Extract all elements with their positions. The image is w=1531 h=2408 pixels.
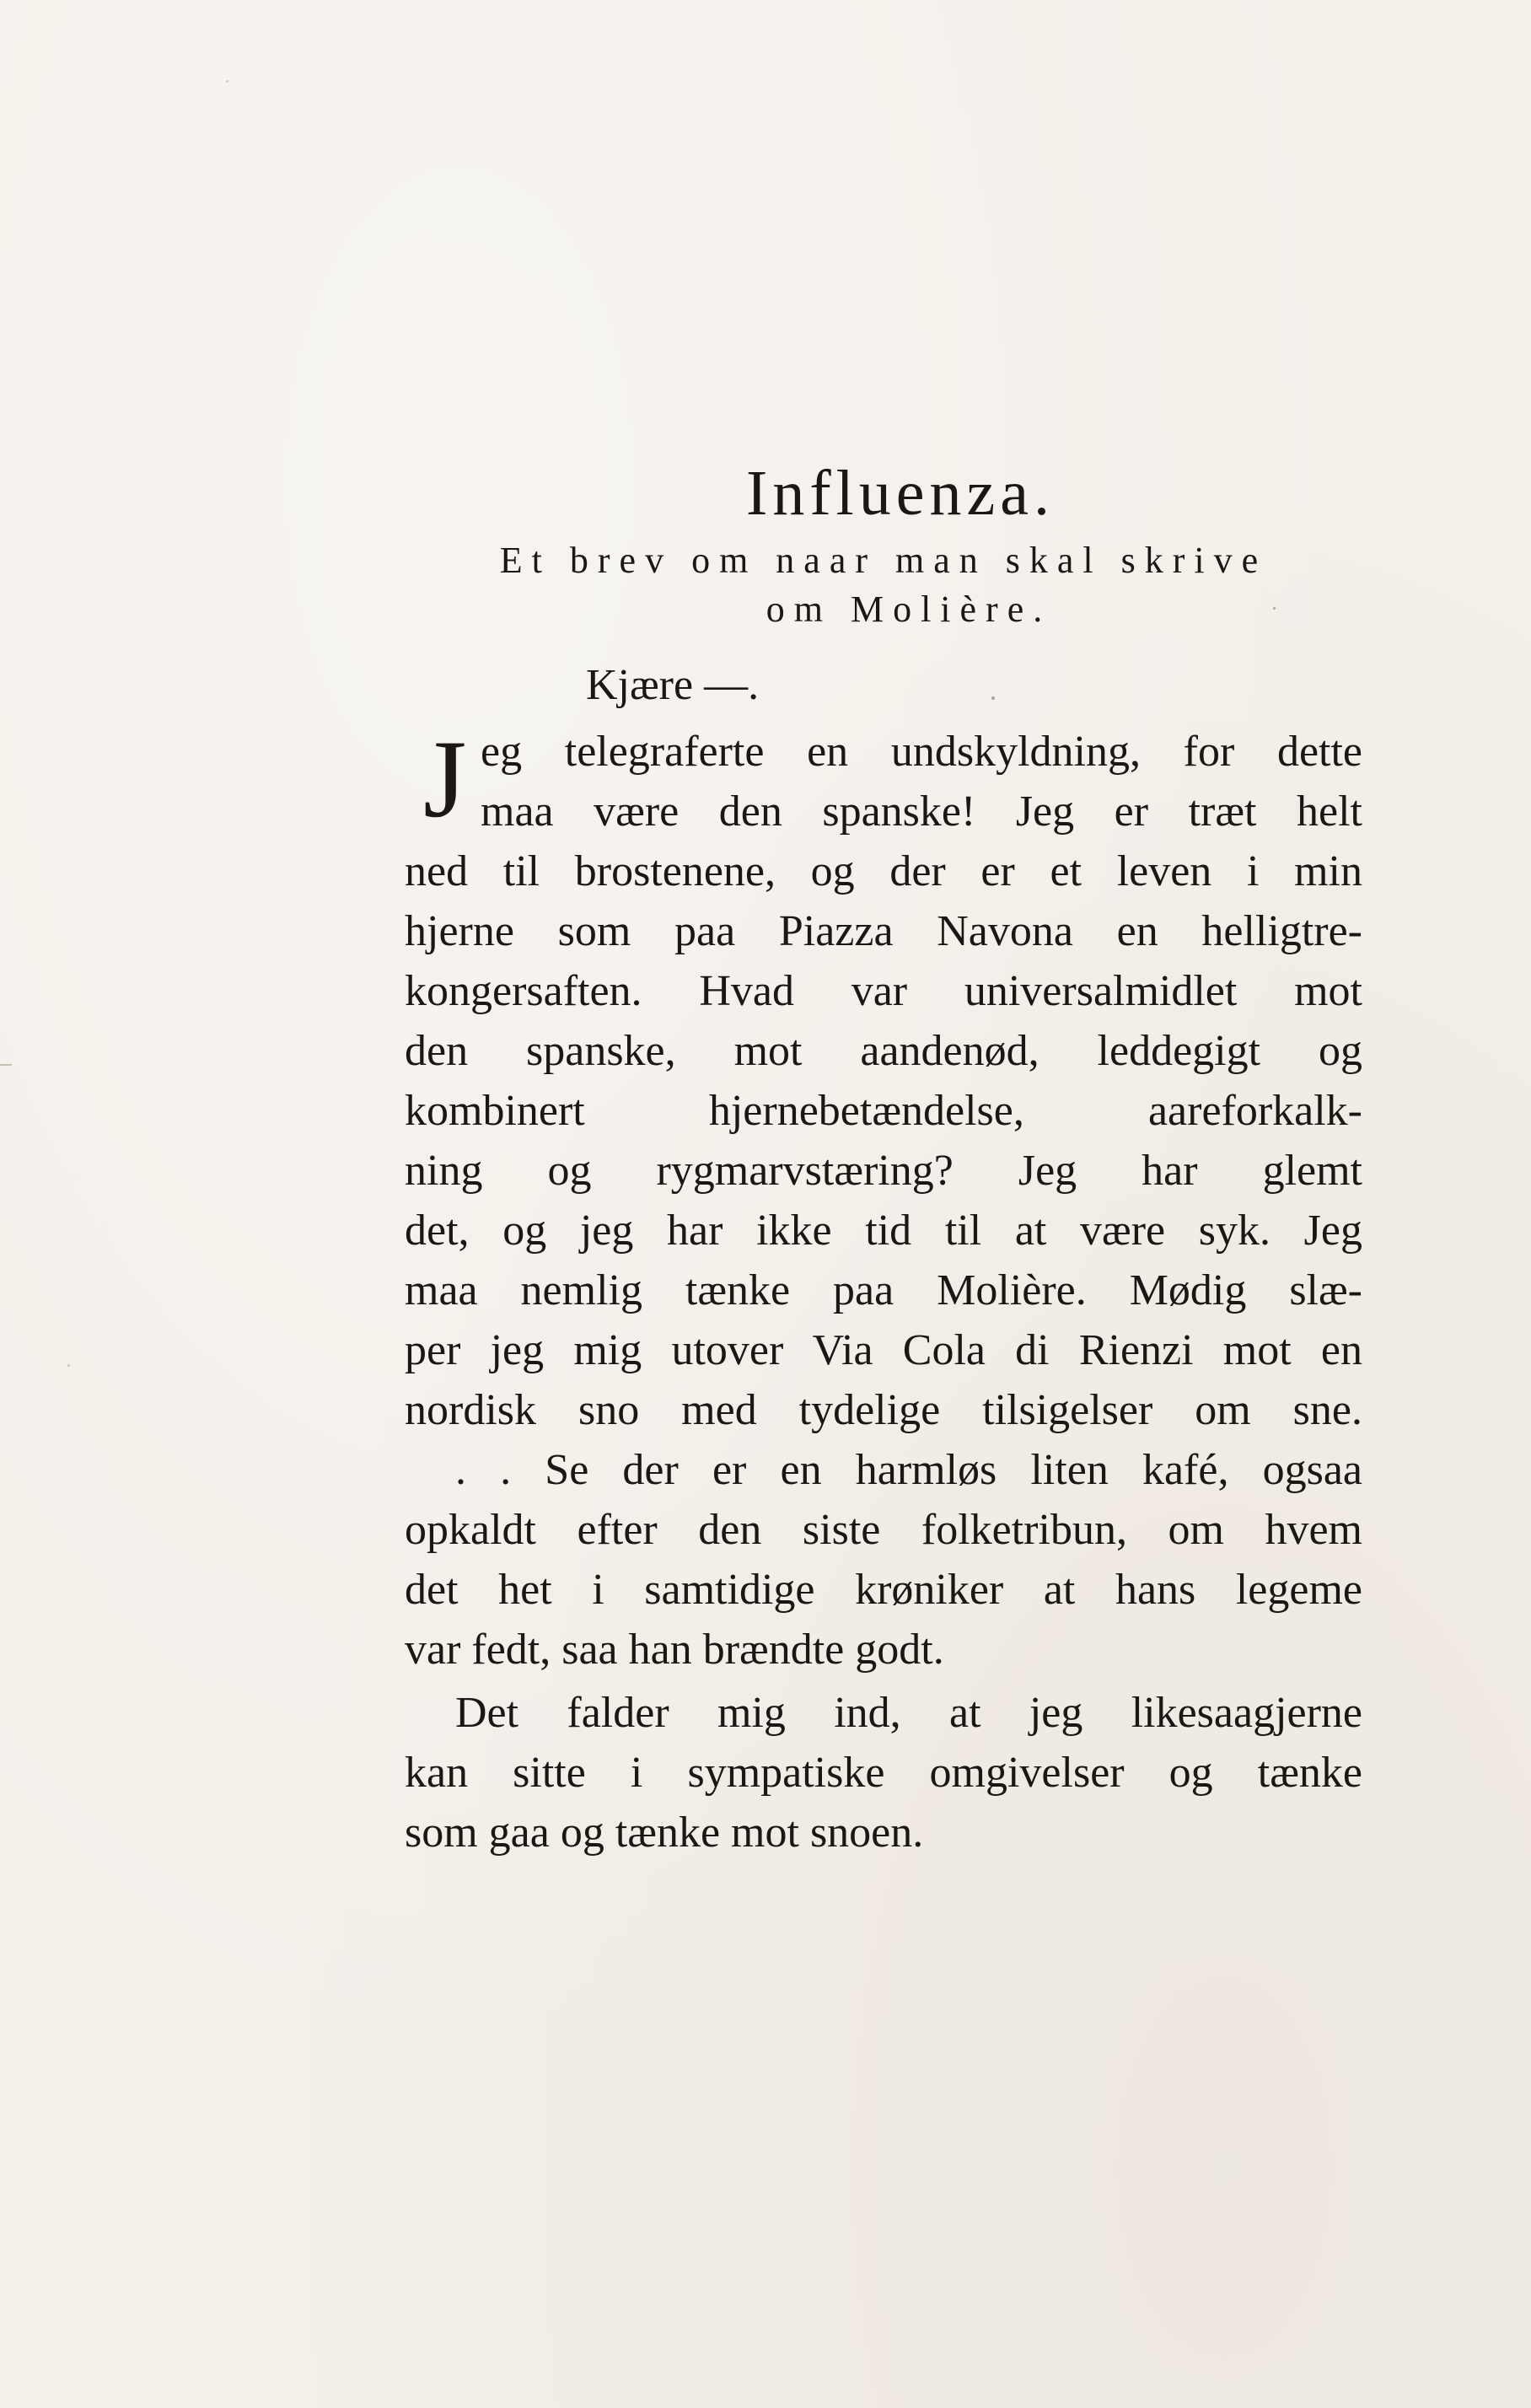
paragraph-1-line: per jeg mig utover Via Cola di Rienzi mot en	[405, 1326, 1362, 1374]
salutation: Kjære —.	[586, 661, 760, 709]
paragraph-1-line: det het i samtidige krøniker at hans legeme	[405, 1566, 1362, 1614]
paragraph-2-line: kan sitte i sympatiske omgivelser og tænke	[405, 1749, 1362, 1797]
paragraph-2-line: som gaa og tænke mot snoen.	[405, 1809, 924, 1857]
paragraph-1-line: det, og jeg har ikke tid til at være syk. Jeg	[405, 1207, 1362, 1255]
subtitle-line-2: om Molière.	[766, 589, 1052, 630]
paragraph-1-line: kombinert hjernebetændelse, aareforkalk-	[405, 1087, 1362, 1135]
paragraph-2	[405, 1683, 1362, 1862]
paragraph-1-line: opkaldt efter den siste folketribun, om hvem	[405, 1506, 1362, 1554]
document-subtitle	[405, 536, 1362, 634]
paragraph-1-line: var fedt, saa han brændte godt.	[405, 1626, 944, 1674]
paragraph-1-line: den spanske, mot aandenød, leddegigt og	[405, 1027, 1362, 1075]
paragraph-1-line: maa være den spanske! Jeg er træt helt	[481, 787, 1362, 836]
paragraph-2-line: Det falder mig ind, at jeg likesaagjerne	[455, 1689, 1362, 1737]
paragraph-1-line: . . Se der er en harmløs liten kafé, ogsaa	[455, 1446, 1362, 1494]
paragraph-1-line: ning og rygmarvstæring? Jeg har glemt	[405, 1147, 1362, 1195]
document-title: Influenza.	[746, 458, 1055, 529]
ink-speck	[67, 1364, 70, 1367]
paragraph-1-line: ned til brostenene, og der er et leven i min	[405, 847, 1362, 895]
dropcap-container	[405, 717, 1362, 841]
letter-text-block	[405, 455, 1362, 1862]
paragraph-1-line: kongersaften. Hvad var universalmidlet mot	[405, 967, 1362, 1015]
paragraph-1-line: hjerne som paa Piazza Navona en helligtre-	[405, 907, 1362, 955]
paragraph-1-line: maa nemlig tænke paa Molière. Mødig slæ-	[405, 1266, 1362, 1314]
fold-mark	[0, 1064, 12, 1066]
paragraph-1-line: nordisk sno med tydelige tilsigelser om sne.	[405, 1386, 1362, 1434]
dropcap-letter: J	[423, 717, 467, 841]
ink-speck	[226, 80, 228, 83]
paragraph-1-line: eg telegraferte en undskyldning, for dette	[481, 728, 1362, 776]
subtitle-line-1: Et brev om naar man skal skrive	[499, 540, 1268, 581]
paragraph-1	[405, 717, 1362, 1680]
